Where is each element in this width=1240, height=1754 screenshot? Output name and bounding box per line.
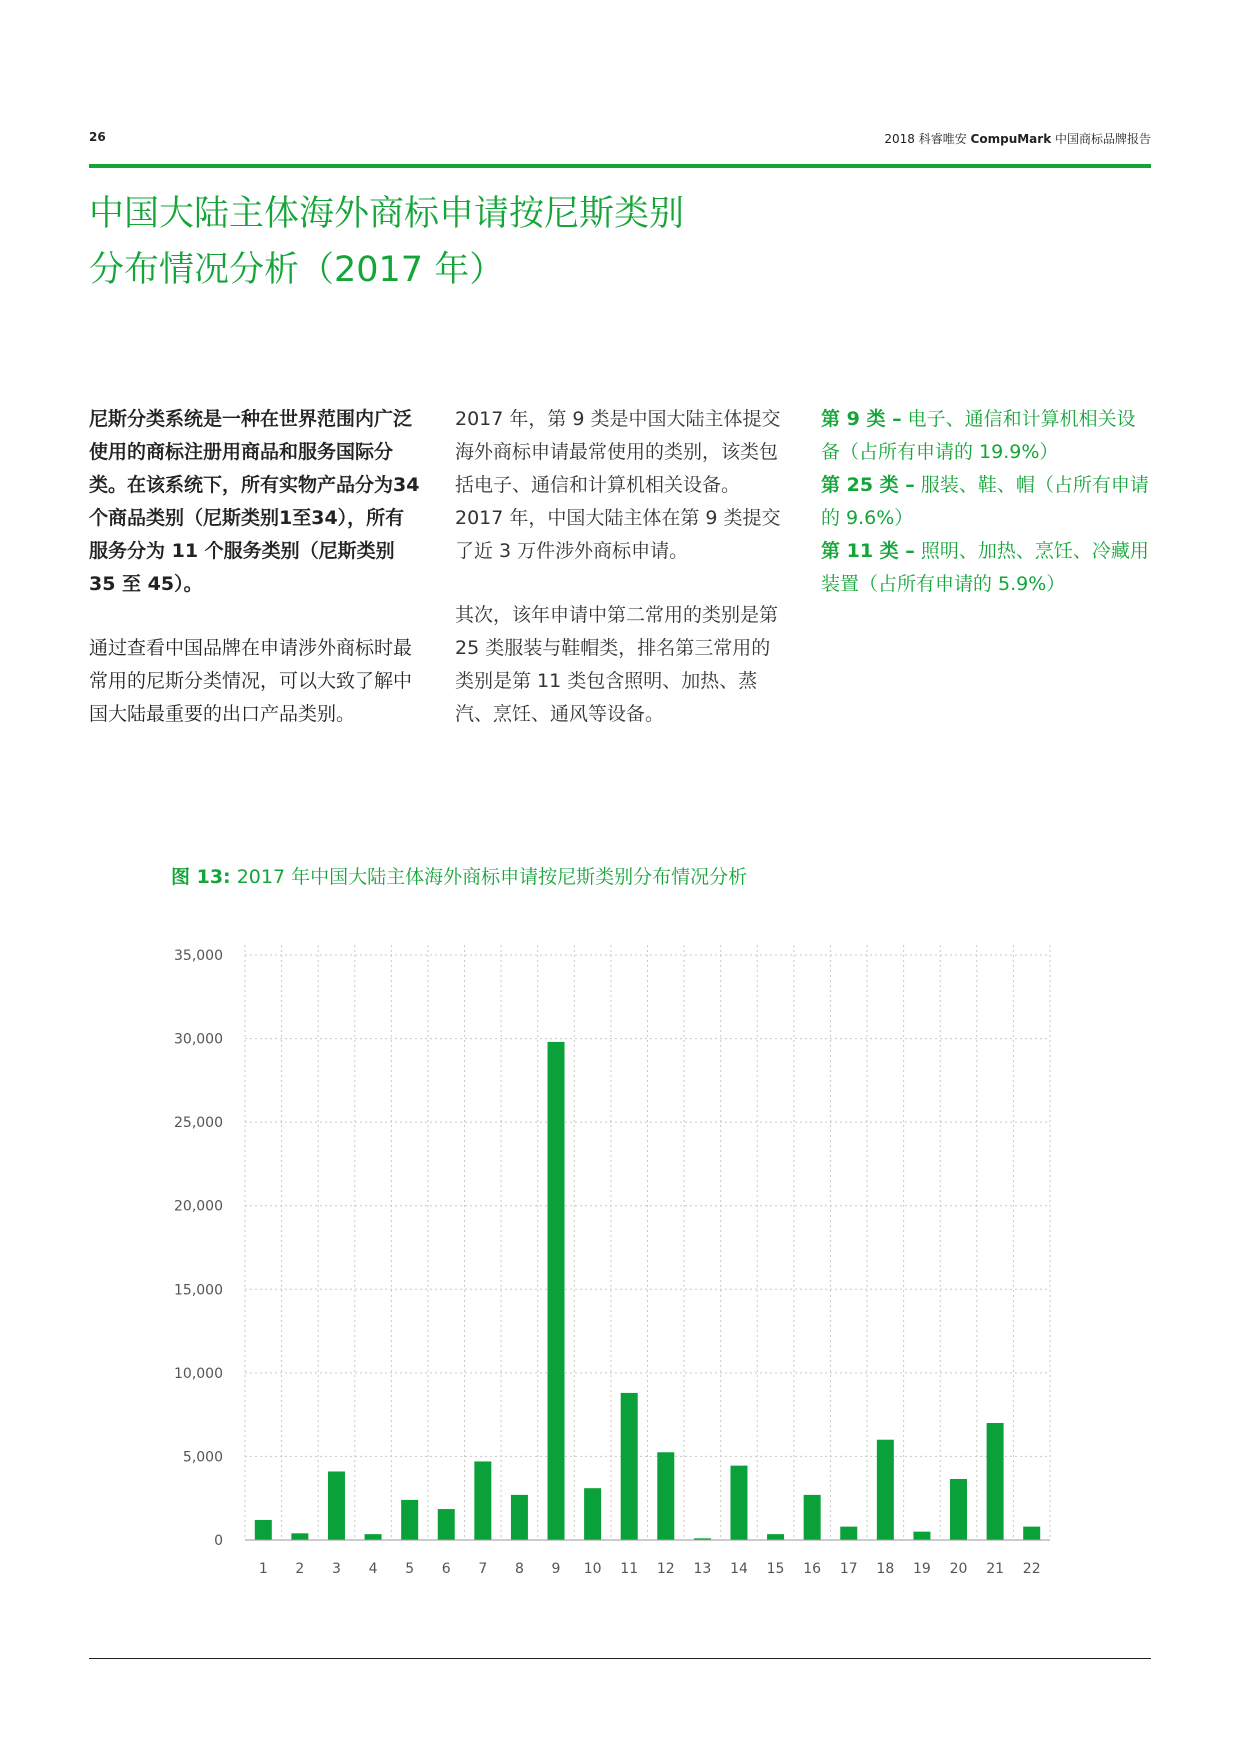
bar-class-22 [1023, 1527, 1040, 1540]
bar-class-1 [255, 1520, 272, 1540]
x-tick-label: 19 [913, 1561, 931, 1577]
bar-class-5 [401, 1500, 418, 1540]
bar-class-3 [328, 1471, 345, 1540]
highlight-class: 第 9 类 – [821, 408, 902, 430]
x-tick-label: 1 [258, 1561, 268, 1577]
header-divider [89, 164, 1151, 168]
x-tick-label: 21 [986, 1561, 1005, 1577]
y-tick-label: 20,000 [174, 1198, 223, 1215]
x-tick-label: 14 [730, 1561, 748, 1577]
highlight-class: 第 11 类 – [821, 540, 915, 562]
x-tick-label: 7 [478, 1561, 488, 1577]
bar-class-12 [657, 1452, 674, 1540]
figure-caption-text: 2017 年中国大陆主体海外商标申请按尼斯类别分布情况分析 [230, 866, 748, 888]
y-tick-label: 5,000 [182, 1449, 223, 1466]
x-tick-label: 2 [295, 1561, 305, 1577]
purpose-paragraph: 通过查看中国品牌在申请涉外商标时最常用的尼斯分类情况，可以大致了解中国大陆最重要的出口产品类别。 [89, 637, 413, 725]
text-column-2 [455, 403, 787, 762]
bar-class-18 [877, 1440, 894, 1540]
bar-class-17 [840, 1527, 857, 1540]
y-tick-label: 30,000 [174, 1031, 223, 1048]
bar-class-20 [950, 1479, 967, 1540]
highlight-item [821, 469, 1153, 535]
running-header [884, 130, 1151, 147]
page-title-line-2: 分布情况分析（2017 年） [89, 250, 505, 290]
report-brand: CompuMark [970, 132, 1052, 146]
x-tick-label: 11 [620, 1561, 639, 1577]
bar-class-11 [621, 1393, 638, 1540]
bar-class-7 [474, 1461, 491, 1540]
highlight-item [821, 403, 1153, 469]
ranking-paragraph: 其次，该年申请中第二常用的类别是第 25 类服装与鞋帽类，排名第三常用的类别是第 11 类包含照明、加热、蒸汽、烹饪、通风等设备。 [455, 604, 779, 725]
footer-divider [89, 1658, 1151, 1659]
text-column-1 [89, 403, 421, 762]
x-tick-label: 9 [551, 1561, 561, 1577]
y-tick-label: 15,000 [174, 1282, 223, 1299]
bar-class-14 [730, 1466, 747, 1540]
page-title [89, 186, 889, 298]
bar-class-6 [438, 1509, 455, 1540]
x-tick-label: 20 [949, 1561, 968, 1577]
x-tick-label: 18 [876, 1561, 895, 1577]
highlight-desc: 照明、加热、烹饪、冷藏用装置（占所有申请的 5.9%） [821, 540, 1149, 595]
y-tick-label: 25,000 [174, 1115, 223, 1132]
bar-chart [150, 920, 1070, 1580]
x-tick-label: 13 [693, 1561, 712, 1577]
x-tick-label: 22 [1022, 1561, 1041, 1577]
x-tick-label: 8 [514, 1561, 524, 1577]
x-tick-label: 4 [368, 1561, 378, 1577]
x-tick-label: 5 [405, 1561, 415, 1577]
report-prefix: 2018 科睿唯安 [884, 132, 971, 146]
highlight-desc: 服装、鞋、帽（占所有申请的 9.6%） [821, 474, 1149, 529]
page-number: 26 [89, 130, 106, 144]
y-tick-label: 10,000 [174, 1365, 223, 1382]
x-tick-label: 17 [839, 1561, 858, 1577]
bar-class-4 [365, 1534, 382, 1540]
bar-class-8 [511, 1495, 528, 1540]
page-title-line-1: 中国大陆主体海外商标申请按尼斯类别 [89, 194, 685, 234]
report-suffix: 中国商标品牌报告 [1051, 132, 1151, 146]
figure-label: 图 13: [171, 866, 231, 888]
x-tick-label: 12 [656, 1561, 675, 1577]
x-tick-label: 15 [766, 1561, 785, 1577]
intro-paragraph: 尼斯分类系统是一种在世界范围内广泛使用的商标注册用商品和服务国际分类。在该系统下，所有实物产品分为34个商品类别（尼斯类别1至34），所有服务分为 11 个服务类别（尼斯类别 35 至 45）。 [89, 408, 420, 595]
bar-class-19 [913, 1532, 930, 1540]
x-tick-label: 6 [441, 1561, 451, 1577]
bar-class-21 [987, 1423, 1004, 1540]
x-tick-label: 3 [332, 1561, 341, 1577]
highlight-class: 第 25 类 – [821, 474, 915, 496]
figure-caption [171, 862, 747, 889]
y-tick-label: 35,000 [174, 948, 223, 964]
bar-class-10 [584, 1488, 601, 1540]
bar-class-15 [767, 1534, 784, 1540]
highlight-item [821, 535, 1153, 601]
x-tick-label: 16 [803, 1561, 822, 1577]
bar-class-16 [804, 1495, 821, 1540]
x-tick-label: 10 [583, 1561, 602, 1577]
highlight-desc: 电子、通信和计算机相关设备（占所有申请的 19.9%） [821, 408, 1136, 463]
bar-class-9 [548, 1042, 565, 1540]
y-tick-label: 0 [214, 1533, 223, 1549]
bar-class-2 [291, 1533, 308, 1540]
class9-paragraph: 2017 年，第 9 类是中国大陆主体提交海外商标申请最常使用的类别，该类包括电子、通信和计算机相关设备。2017 年，中国大陆主体在第 9 类提交了近 3 万件涉外商标申请。 [455, 408, 781, 562]
highlight-column [821, 403, 1153, 601]
